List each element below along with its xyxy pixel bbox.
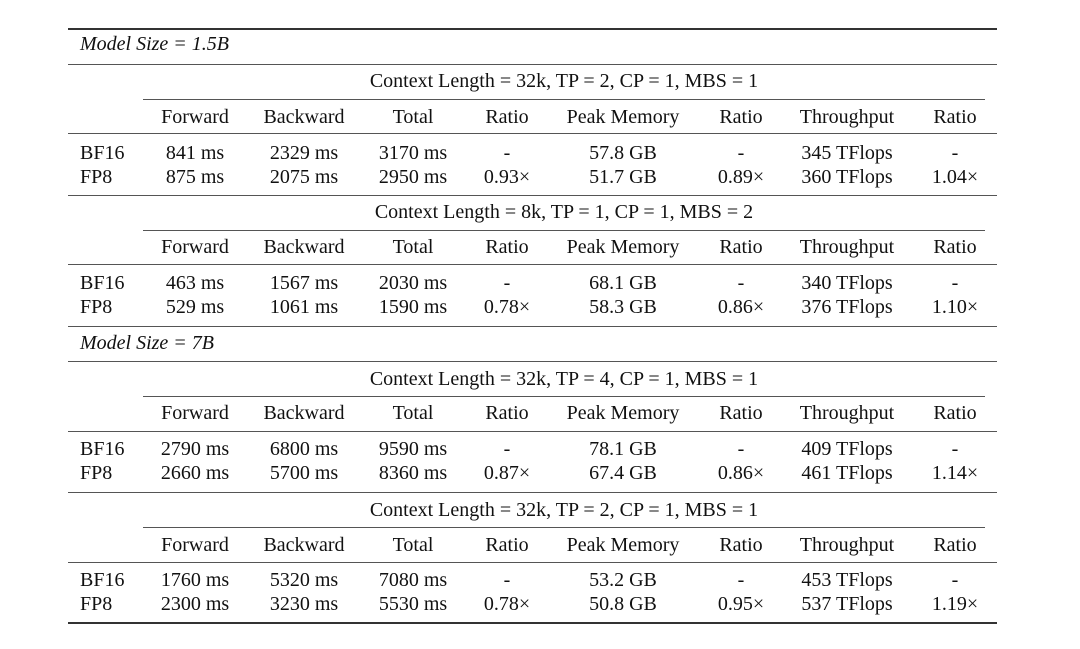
column-header: Forward [161, 402, 229, 424]
context-config-rule [143, 99, 985, 100]
column-header: Total [392, 534, 434, 556]
row-label: FP8 [80, 296, 113, 318]
table-cell: 51.7 GB [589, 166, 657, 188]
table-cell: 2329 ms [269, 142, 339, 164]
table-cell: 1.10× [931, 296, 979, 318]
table-cell: 537 TFlops [801, 593, 893, 615]
column-header: Ratio [933, 534, 977, 556]
model-size-rule [68, 64, 997, 65]
row-label: FP8 [80, 462, 113, 484]
row-label: BF16 [80, 272, 125, 294]
table-cell: 5320 ms [269, 569, 339, 591]
table-cell: 1061 ms [269, 296, 339, 318]
table-cell: 0.87× [483, 462, 531, 484]
column-header-rule [68, 562, 997, 563]
column-header: Backward [263, 534, 345, 556]
column-header: Forward [161, 236, 229, 258]
context-config-rule [143, 396, 985, 397]
table-cell: - [737, 438, 745, 460]
row-label: BF16 [80, 142, 125, 164]
column-header: Ratio [719, 236, 763, 258]
table-cell: 0.95× [717, 593, 765, 615]
table-cell: 9590 ms [378, 438, 448, 460]
context-config-rule [143, 527, 985, 528]
column-header: Ratio [485, 402, 529, 424]
table-cell: - [737, 569, 745, 591]
model-size-label: Model Size = 1.5B [80, 33, 230, 55]
column-header: Total [392, 106, 434, 128]
table-cell: 0.78× [483, 593, 531, 615]
table-cell: 6800 ms [269, 438, 339, 460]
column-header: Throughput [799, 106, 895, 128]
table-cell: 78.1 GB [589, 438, 657, 460]
table-cell: - [951, 438, 959, 460]
table-cell: - [503, 272, 511, 294]
table-cell: 360 TFlops [801, 166, 893, 188]
column-header: Forward [161, 534, 229, 556]
column-header: Ratio [719, 106, 763, 128]
table-cell: 376 TFlops [801, 296, 893, 318]
table-cell: 2790 ms [160, 438, 230, 460]
column-header: Ratio [933, 236, 977, 258]
context-config-header: Context Length = 32k, TP = 2, CP = 1, MBS = 1 [369, 499, 759, 521]
column-header: Ratio [719, 534, 763, 556]
table-cell: 1.04× [931, 166, 979, 188]
table-cell: 345 TFlops [801, 142, 893, 164]
table-cell: 57.8 GB [589, 142, 657, 164]
column-header: Ratio [719, 402, 763, 424]
table-cell: 409 TFlops [801, 438, 893, 460]
table-cell: - [503, 438, 511, 460]
table-cell: 1.19× [931, 593, 979, 615]
column-header: Forward [161, 106, 229, 128]
column-header: Ratio [485, 534, 529, 556]
column-header: Ratio [485, 236, 529, 258]
table-cell: 340 TFlops [801, 272, 893, 294]
section-rule [68, 492, 997, 493]
column-header: Ratio [933, 402, 977, 424]
table-cell: 3230 ms [269, 593, 339, 615]
table-cell: - [737, 142, 745, 164]
row-label: FP8 [80, 593, 113, 615]
column-header: Peak Memory [566, 534, 680, 556]
table-cell: 68.1 GB [589, 272, 657, 294]
table-cell: 0.89× [717, 166, 765, 188]
table-cell: 1760 ms [160, 569, 230, 591]
table-cell: - [951, 569, 959, 591]
table-cell: 1567 ms [269, 272, 339, 294]
table-cell: 2030 ms [378, 272, 448, 294]
column-header: Ratio [485, 106, 529, 128]
column-header: Total [392, 402, 434, 424]
column-header: Peak Memory [566, 402, 680, 424]
row-label: FP8 [80, 166, 113, 188]
column-header: Peak Memory [566, 106, 680, 128]
section-rule [68, 195, 997, 196]
table-cell: 841 ms [165, 142, 225, 164]
context-config-header: Context Length = 32k, TP = 4, CP = 1, MBS = 1 [369, 368, 759, 390]
top-rule [68, 28, 997, 30]
table-cell: 463 ms [165, 272, 225, 294]
context-config-header: Context Length = 32k, TP = 2, CP = 1, MBS = 1 [369, 70, 759, 92]
table-cell: - [737, 272, 745, 294]
table-cell: 5700 ms [269, 462, 339, 484]
column-header: Ratio [933, 106, 977, 128]
table-cell: - [503, 569, 511, 591]
table-cell: 1590 ms [378, 296, 448, 318]
table-cell: 2660 ms [160, 462, 230, 484]
table-cell: 875 ms [165, 166, 225, 188]
table-cell: 67.4 GB [589, 462, 657, 484]
table-cell: - [951, 142, 959, 164]
model-size-label: Model Size = 7B [80, 332, 215, 354]
model-size-rule [68, 361, 997, 362]
table-cell: 2300 ms [160, 593, 230, 615]
table-cell: - [951, 272, 959, 294]
table-cell: 1.14× [931, 462, 979, 484]
table-cell: 53.2 GB [589, 569, 657, 591]
table-cell: 8360 ms [378, 462, 448, 484]
column-header-rule [68, 431, 997, 432]
table-cell: 5530 ms [378, 593, 448, 615]
table-cell: - [503, 142, 511, 164]
table-cell: 0.86× [717, 462, 765, 484]
section-rule [68, 326, 997, 327]
column-header: Peak Memory [566, 236, 680, 258]
table-cell: 58.3 GB [589, 296, 657, 318]
column-header-rule [68, 133, 997, 134]
row-label: BF16 [80, 569, 125, 591]
table-cell: 0.93× [483, 166, 531, 188]
table-cell: 3170 ms [378, 142, 448, 164]
column-header-rule [68, 264, 997, 265]
column-header: Backward [263, 106, 345, 128]
column-header: Throughput [799, 402, 895, 424]
table-cell: 461 TFlops [801, 462, 893, 484]
context-config-rule [143, 230, 985, 231]
column-header: Backward [263, 402, 345, 424]
table-cell: 0.86× [717, 296, 765, 318]
table-cell: 2950 ms [378, 166, 448, 188]
table-cell: 529 ms [165, 296, 225, 318]
table-cell: 2075 ms [269, 166, 339, 188]
bottom-rule [68, 622, 997, 624]
table-cell: 0.78× [483, 296, 531, 318]
column-header: Throughput [799, 534, 895, 556]
column-header: Throughput [799, 236, 895, 258]
column-header: Backward [263, 236, 345, 258]
table-cell: 7080 ms [378, 569, 448, 591]
table-cell: 453 TFlops [801, 569, 893, 591]
row-label: BF16 [80, 438, 125, 460]
table-cell: 50.8 GB [589, 593, 657, 615]
column-header: Total [392, 236, 434, 258]
context-config-header: Context Length = 8k, TP = 1, CP = 1, MBS = 2 [374, 201, 754, 223]
